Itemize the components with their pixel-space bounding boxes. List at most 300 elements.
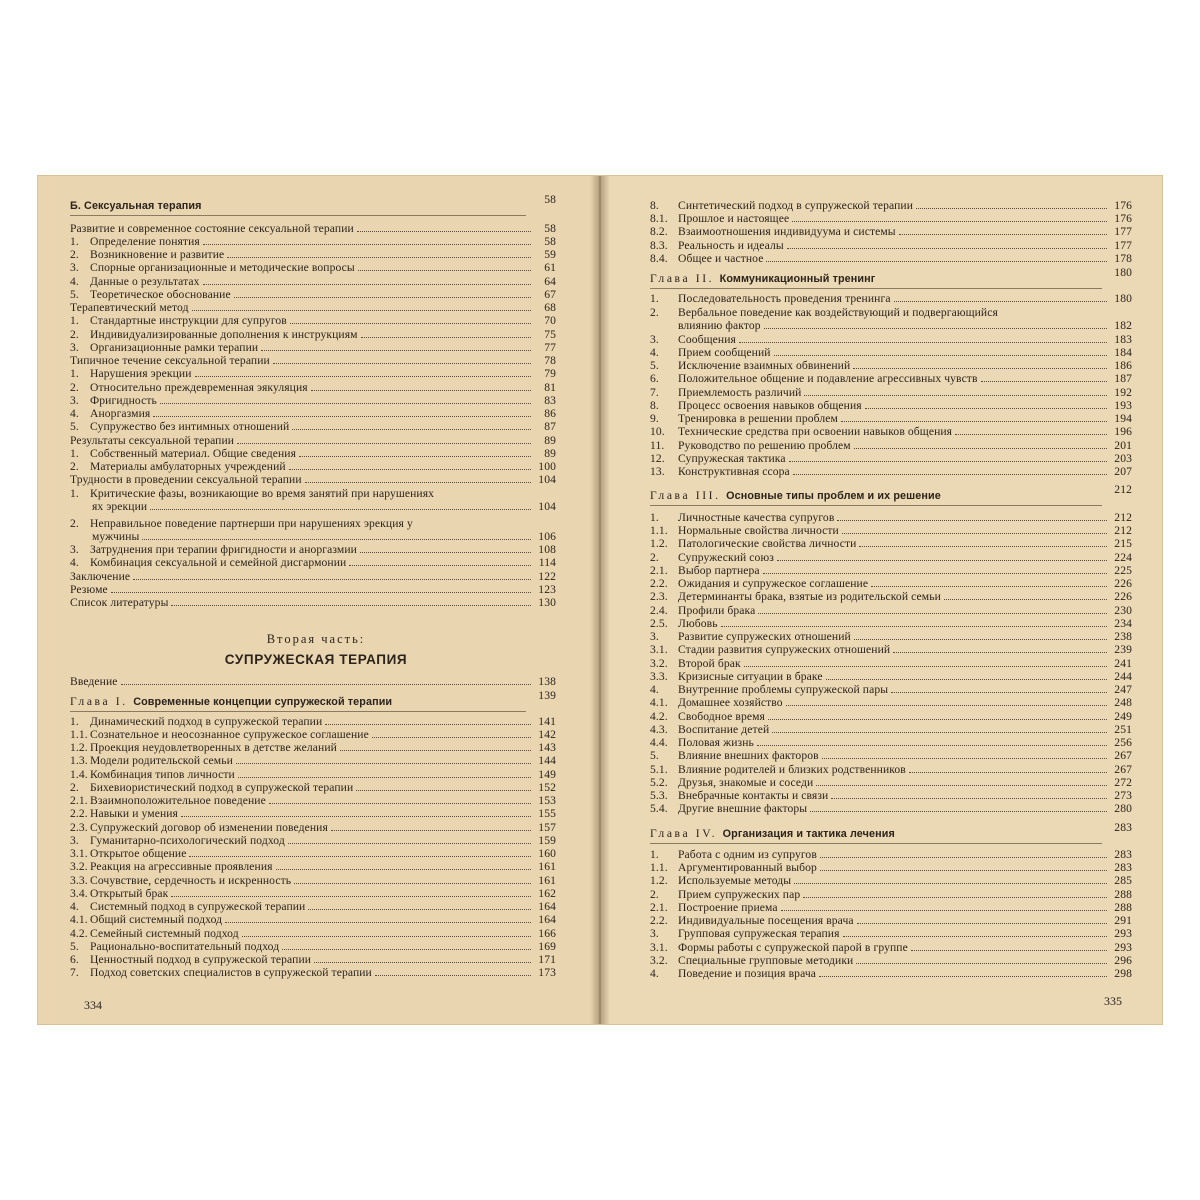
toc-page-number: 164	[538, 900, 556, 913]
dot-leader	[236, 763, 531, 764]
toc-entry	[70, 716, 556, 728]
dot-leader	[822, 758, 1107, 759]
toc-page-number: 83	[544, 394, 556, 407]
toc-entry-number: 2.	[650, 306, 659, 319]
toc-entry-number: 4.3.	[650, 723, 668, 736]
dot-leader	[819, 976, 1107, 977]
toc-page-number: 291	[1114, 914, 1132, 927]
toc-entry-title: Комбинация типов личности	[90, 769, 235, 781]
toc-entry-number: 8.2.	[650, 225, 668, 238]
toc-page-number: 296	[1114, 954, 1132, 967]
toc-entry-title: Свободное время	[678, 711, 765, 723]
toc-entry	[70, 289, 556, 301]
toc-entry-title: Развитие супружеских отношений	[678, 631, 851, 643]
toc-entry-title: Любовь	[678, 618, 718, 630]
toc-page-number: 234	[1114, 617, 1132, 630]
toc-entry	[650, 538, 1132, 550]
toc-entry	[650, 440, 1132, 452]
toc-entry	[70, 408, 556, 420]
toc-page-number: 293	[1114, 941, 1132, 954]
toc-page-number: 196	[1114, 425, 1132, 438]
toc-entry	[650, 213, 1132, 225]
toc-entry	[650, 737, 1132, 749]
dot-leader	[766, 261, 1107, 262]
toc-entry	[650, 565, 1132, 577]
toc-entry-number: 6.	[650, 372, 659, 385]
toc-entry-title: Стадии развития супружеских отношений	[678, 644, 891, 656]
toc-page-number: 186	[1114, 359, 1132, 372]
dot-leader	[282, 949, 531, 950]
toc-entry-number: 1.	[70, 235, 79, 248]
toc-entry-number: 1.2.	[70, 741, 88, 754]
toc-entry	[650, 955, 1132, 967]
toc-entry-title: Нарушения эрекции	[90, 368, 192, 380]
dot-leader	[842, 533, 1107, 534]
toc-page-number: 169	[538, 940, 556, 953]
toc-entry-title: Детерминанты брака, взятые из родительской семьи	[678, 591, 941, 603]
dot-leader	[150, 509, 531, 510]
toc-entry-title: Индивидуализированные дополнения к инструкциям	[90, 329, 358, 341]
toc-page-number: 241	[1114, 657, 1132, 670]
dot-leader	[308, 909, 531, 910]
left-page-number: 334	[84, 998, 102, 1012]
toc-page-number: 139	[538, 689, 556, 702]
toc-entry-title: Синтетический подход в супружеской терапии	[678, 200, 914, 212]
toc-page-number: 75	[544, 328, 556, 341]
chapter-heading	[650, 483, 1132, 502]
toc-entry-number: 3.	[70, 341, 79, 354]
toc-entry	[70, 928, 556, 940]
toc-entry	[650, 591, 1132, 603]
toc-page-number: 162	[538, 887, 556, 900]
toc-page-number: 230	[1114, 604, 1132, 617]
toc-entry-title: Супружеская тактика	[678, 453, 786, 465]
toc-entry-title: Ценностный подход в супружеской терапии	[90, 954, 312, 966]
dot-leader	[865, 408, 1107, 409]
toc-entry-title: Приемлемость различий	[678, 387, 802, 399]
toc-page-number: 283	[1114, 861, 1132, 874]
toc-entry-title: Взаимоотношения индивидуума и системы	[678, 226, 896, 238]
toc-entry-number: 2.1.	[70, 794, 88, 807]
toc-entry-title: Открытое общение	[90, 848, 187, 860]
toc-entry	[650, 525, 1132, 537]
dot-leader	[871, 586, 1107, 587]
toc-entry	[650, 862, 1132, 874]
toc-entry	[650, 902, 1132, 914]
toc-entry	[650, 644, 1132, 656]
toc-page-number: 193	[1114, 399, 1132, 412]
dot-leader	[793, 474, 1107, 475]
toc-entry	[70, 808, 556, 820]
toc-entry-number: 4.	[650, 683, 659, 696]
toc-entry-title: Модели родительской семьи	[90, 755, 233, 767]
toc-entry-number: 1.	[650, 848, 659, 861]
toc-entry	[92, 501, 556, 513]
toc-entry-number: 2.1.	[650, 564, 668, 577]
toc-page-number: 144	[538, 754, 556, 767]
dot-leader	[160, 403, 531, 404]
toc-entry-number: 5.	[650, 359, 659, 372]
toc-entry-number: 1.3.	[70, 754, 88, 767]
toc-entry-number: 7.	[650, 386, 659, 399]
toc-entry-title: Глава I. Современные концепции супружеской терапии	[70, 696, 393, 708]
toc-entry	[650, 849, 1132, 861]
toc-entry	[650, 334, 1132, 346]
dot-leader	[841, 421, 1107, 422]
toc-entry-title: Выбор партнера	[678, 565, 760, 577]
toc-entry-title: Трудности в проведении сексуальной терапии	[70, 474, 302, 486]
toc-entry-title: Тренировка в решении проблем	[678, 413, 838, 425]
toc-entry	[650, 307, 1132, 319]
toc-entry-title: Общее и частное	[678, 253, 764, 265]
toc-entry-title: Кризисные ситуации в браке	[678, 671, 823, 683]
toc-entry-number: 2.	[70, 781, 79, 794]
dot-leader	[911, 950, 1107, 951]
toc-entry-number: 1.	[650, 292, 659, 305]
toc-entry-title: Используемые методы	[678, 875, 792, 887]
toc-entry-title: Определение понятия	[90, 236, 200, 248]
toc-entry-title: Конструктивная ссора	[678, 466, 790, 478]
chapter-heading	[650, 266, 1132, 285]
dot-leader	[826, 679, 1107, 680]
toc-page-number: 161	[538, 874, 556, 887]
toc-page-number: 267	[1114, 749, 1132, 762]
dot-leader	[195, 376, 531, 377]
toc-entry-number: 9.	[650, 412, 659, 425]
toc-page-number: 152	[538, 781, 556, 794]
dot-leader	[153, 416, 531, 417]
toc-page-number: 171	[538, 953, 556, 966]
toc-entry	[650, 413, 1132, 425]
toc-entry-number: 4.1.	[70, 913, 88, 926]
toc-entry	[70, 302, 556, 314]
toc-entry	[650, 400, 1132, 412]
toc-page-number: 212	[1114, 524, 1132, 537]
toc-page-number: 249	[1114, 710, 1132, 723]
dot-leader	[803, 897, 1107, 898]
toc-page-number: 201	[1114, 439, 1132, 452]
dot-leader	[357, 231, 531, 232]
toc-entry-number: 8.3.	[650, 239, 668, 252]
dot-leader	[356, 790, 531, 791]
toc-entry-number: 5.	[650, 749, 659, 762]
dot-leader	[227, 257, 531, 258]
dot-leader	[810, 811, 1107, 812]
toc-page-number: 143	[538, 741, 556, 754]
toc-entry-number: 4.	[70, 556, 79, 569]
right-page-number: 335	[1104, 994, 1122, 1008]
toc-entry	[650, 928, 1132, 940]
toc-entry-title: Процесс освоения навыков общения	[678, 400, 862, 412]
dot-leader	[305, 482, 531, 483]
toc-entry	[650, 466, 1132, 478]
toc-entry	[70, 914, 556, 926]
toc-entry-number: 4.1.	[650, 696, 668, 709]
dot-leader	[171, 605, 531, 606]
toc-page-number: 280	[1114, 802, 1132, 815]
dot-leader	[121, 684, 531, 685]
toc-entry-number: 3.1.	[70, 847, 88, 860]
toc-entry	[70, 276, 556, 288]
toc-page-number: 64	[544, 275, 556, 288]
toc-entry-title: Супружеский союз	[678, 552, 774, 564]
dot-leader	[289, 469, 531, 470]
dot-leader	[237, 443, 531, 444]
toc-entry-number: 3.	[70, 394, 79, 407]
section-rule	[70, 711, 526, 712]
dot-leader	[764, 328, 1107, 329]
dot-leader	[181, 816, 531, 817]
toc-entry	[70, 518, 556, 530]
dot-leader	[955, 434, 1107, 435]
toc-entry	[70, 329, 556, 341]
toc-entry-number: 8.	[650, 199, 659, 212]
toc-entry-number: 5.1.	[650, 763, 668, 776]
toc-page-number: 177	[1114, 225, 1132, 238]
toc-entry-number: 3.	[650, 927, 659, 940]
toc-entry	[70, 342, 556, 354]
toc-entry-title: Фригидность	[90, 395, 157, 407]
toc-entry-title: Развитие и современное состояние сексуальной терапии	[70, 223, 354, 235]
toc-entry-number: 1.	[70, 314, 79, 327]
toc-entry	[70, 488, 556, 500]
dot-leader	[133, 579, 531, 580]
toc-page-number: 161	[538, 860, 556, 873]
toc-entry-title: Специальные групповые методики	[678, 955, 854, 967]
dot-leader	[349, 565, 531, 566]
toc-entry-number: 1.2.	[650, 874, 668, 887]
toc-entry	[650, 373, 1132, 385]
toc-entry-number: 2.	[650, 888, 659, 901]
toc-page-number: 70	[544, 314, 556, 327]
toc-page-number: 238	[1114, 630, 1132, 643]
chapter-heading	[70, 689, 556, 708]
toc-entry-number: 3.	[650, 630, 659, 643]
toc-entry-number: 3.1.	[650, 643, 668, 656]
toc-entry-number: 3.	[650, 333, 659, 346]
toc-entry	[650, 293, 1132, 305]
dot-leader	[325, 724, 531, 725]
toc-entry-number: 2.1.	[650, 901, 668, 914]
toc-page-number: 273	[1114, 789, 1132, 802]
dot-leader	[292, 429, 531, 430]
toc-entry	[70, 782, 556, 794]
toc-entry-number: 2.	[70, 517, 79, 530]
toc-entry-title: Реакция на агрессивные проявления	[90, 861, 273, 873]
toc-page-number: 285	[1114, 874, 1132, 887]
toc-entry	[70, 597, 556, 609]
dot-leader	[288, 843, 531, 844]
toc-entry-number: 2.	[650, 551, 659, 564]
toc-entry-number: 7.	[70, 966, 79, 979]
toc-page-number: 153	[538, 794, 556, 807]
toc-page-number: 298	[1114, 967, 1132, 980]
dot-leader	[837, 520, 1107, 521]
toc-entry-number: 5.4.	[650, 802, 668, 815]
toc-page-number: 157	[538, 821, 556, 834]
toc-entry	[650, 552, 1132, 564]
toc-entry-title: Относительно преждевременная эякуляция	[90, 382, 308, 394]
toc-entry-title: Материалы амбулаторных учреждений	[90, 461, 286, 473]
dot-leader	[189, 856, 531, 857]
dot-leader	[314, 962, 531, 963]
toc-entry-title: Затруднения при терапии фригидности и аноргазмии	[90, 544, 357, 556]
toc-entry-number: 1.	[70, 367, 79, 380]
toc-page-number: 130	[538, 596, 556, 609]
toc-entry	[70, 875, 556, 887]
toc-entry-title: Влияние родителей и близких родственников	[678, 764, 906, 776]
toc-entry	[70, 474, 556, 486]
toc-entry-title: Резюме	[70, 584, 108, 596]
toc-page-number: 58	[544, 193, 556, 206]
dot-leader	[893, 652, 1107, 653]
toc-entry	[650, 764, 1132, 776]
dot-leader	[856, 963, 1107, 964]
toc-entry	[650, 631, 1132, 643]
toc-entry-title: Спорные организационные и методические вопросы	[90, 262, 355, 274]
toc-entry	[70, 249, 556, 261]
dot-leader	[238, 777, 531, 778]
dot-leader	[891, 692, 1107, 693]
toc-page-number: 155	[538, 807, 556, 820]
toc-entry-title: Гуманитарно-психологический подход	[90, 835, 285, 847]
toc-page-number: 226	[1114, 577, 1132, 590]
toc-entry	[70, 861, 556, 873]
toc-entry	[70, 742, 556, 754]
toc-entry-title: Бихевиористический подход в супружеской терапии	[90, 782, 354, 794]
toc-entry-number: 3.	[70, 834, 79, 847]
toc-entry	[650, 777, 1132, 789]
toc-entry-title: Результаты сексуальной терапии	[70, 435, 235, 447]
toc-entry-number: 4.	[650, 346, 659, 359]
dot-leader	[763, 573, 1107, 574]
toc-entry-title: Второй брак	[678, 658, 741, 670]
dot-leader	[786, 705, 1107, 706]
toc-page-number: 183	[1114, 333, 1132, 346]
toc-entry-title: Теоретическое обоснование	[90, 289, 231, 301]
toc-entry-title: Сознательное и неосознанное супружеское соглашение	[90, 729, 369, 741]
toc-entry-number: 2.5.	[650, 617, 668, 630]
toc-entry-title: Типичное течение сексуальной терапии	[70, 355, 270, 367]
toc-entry	[70, 571, 556, 583]
toc-entry	[70, 315, 556, 327]
toc-entry	[70, 448, 556, 460]
toc-entry-number: 1.	[70, 487, 79, 500]
toc-page-number: 164	[538, 913, 556, 926]
toc-entry-number: 4.	[70, 275, 79, 288]
toc-entry	[650, 226, 1132, 238]
toc-entry-title: Нормальные свойства личности	[678, 525, 839, 537]
toc-entry-title: Построение приема	[678, 902, 778, 914]
dot-leader	[372, 737, 531, 738]
toc-page-number: 215	[1114, 537, 1132, 550]
toc-entry-title: Динамический подход в супружеской терапии	[90, 716, 323, 728]
dot-leader	[909, 772, 1107, 773]
toc-entry-title: Общий системный подход	[90, 914, 223, 926]
toc-entry-title: Домашнее хозяйство	[678, 697, 783, 709]
dot-leader	[311, 390, 531, 391]
toc-page-number: 104	[538, 473, 556, 486]
toc-entry-title: Возникновение и развитие	[90, 249, 225, 261]
dot-leader	[358, 270, 531, 271]
dot-leader	[859, 546, 1107, 547]
toc-entry-title: Список литературы	[70, 597, 169, 609]
toc-page-number: 226	[1114, 590, 1132, 603]
dot-leader	[857, 923, 1107, 924]
toc-page-number: 288	[1114, 888, 1132, 901]
chapter-heading	[650, 821, 1132, 840]
dot-leader	[772, 732, 1107, 733]
toc-entry-title: Индивидуальные посещения врача	[678, 915, 854, 927]
dot-leader	[789, 461, 1107, 462]
toc-entry-title: Подход советских специалистов в супружеской терапии	[90, 967, 372, 979]
toc-entry-title: Собственный материал. Общие сведения	[90, 448, 297, 460]
toc-entry-title: Воспитание детей	[678, 724, 770, 736]
toc-entry-title: Руководство по решению проблем	[678, 440, 851, 452]
toc-entry	[70, 755, 556, 767]
part-subtitle: СУПРУЖЕСКАЯ ТЕРАПИЯ	[224, 652, 408, 667]
toc-entry-number: 2.2.	[70, 807, 88, 820]
toc-entry-title: Супружество без интимных отношений	[90, 421, 290, 433]
toc-entry	[70, 368, 556, 380]
toc-entry	[70, 848, 556, 860]
toc-entry-title: Исключение взаимных обвинений	[678, 360, 851, 372]
toc-entry-title: Организационные рамки терапии	[90, 342, 259, 354]
toc-entry-title: Заключение	[70, 571, 131, 583]
toc-entry	[650, 253, 1132, 265]
toc-entry-title: Открытый брак	[90, 888, 169, 900]
toc-entry-number: 6.	[70, 953, 79, 966]
toc-entry	[70, 236, 556, 248]
toc-entry	[650, 453, 1132, 465]
toc-entry	[650, 724, 1132, 736]
toc-entry	[70, 584, 556, 596]
toc-entry	[70, 954, 556, 966]
toc-entry-number: 3.	[70, 261, 79, 274]
toc-page-number: 192	[1114, 386, 1132, 399]
toc-entry-title: Технические средства при освоении навыков общения	[678, 426, 953, 438]
toc-entry-title: Неправильное поведение партнерши при нарушениях эрекция у	[90, 518, 413, 530]
dot-leader	[340, 750, 531, 751]
dot-leader	[820, 857, 1107, 858]
toc-entry	[70, 795, 556, 807]
toc-entry-title: Взаимноположительное поведение	[90, 795, 266, 807]
toc-entry	[70, 967, 556, 979]
toc-page-number: 176	[1114, 199, 1132, 212]
toc-entry-title: Личностные качества супругов	[678, 512, 835, 524]
toc-page-number: 203	[1114, 452, 1132, 465]
toc-page-number: 67	[544, 288, 556, 301]
dot-leader	[192, 310, 531, 311]
toc-page-number: 149	[538, 768, 556, 781]
toc-entry-title: Патологические свойства личности	[678, 538, 857, 550]
toc-entry-number: 5.	[70, 940, 79, 953]
toc-entry	[650, 347, 1132, 359]
dot-leader	[768, 719, 1107, 720]
toc-entry	[650, 360, 1132, 372]
dot-leader	[299, 456, 531, 457]
dot-leader	[794, 883, 1107, 884]
toc-page-number: 176	[1114, 212, 1132, 225]
dot-leader	[261, 350, 531, 351]
toc-entry-title: Прием супружеских пар	[678, 889, 801, 901]
dot-leader	[981, 381, 1107, 382]
toc-entry-number: 3.3.	[650, 670, 668, 683]
toc-entry-number: 1.4.	[70, 768, 88, 781]
toc-entry	[70, 193, 556, 212]
toc-entry-number: 1.1.	[650, 861, 668, 874]
toc-entry-title: Комбинация сексуальной и семейной дисгармонии	[90, 557, 347, 569]
